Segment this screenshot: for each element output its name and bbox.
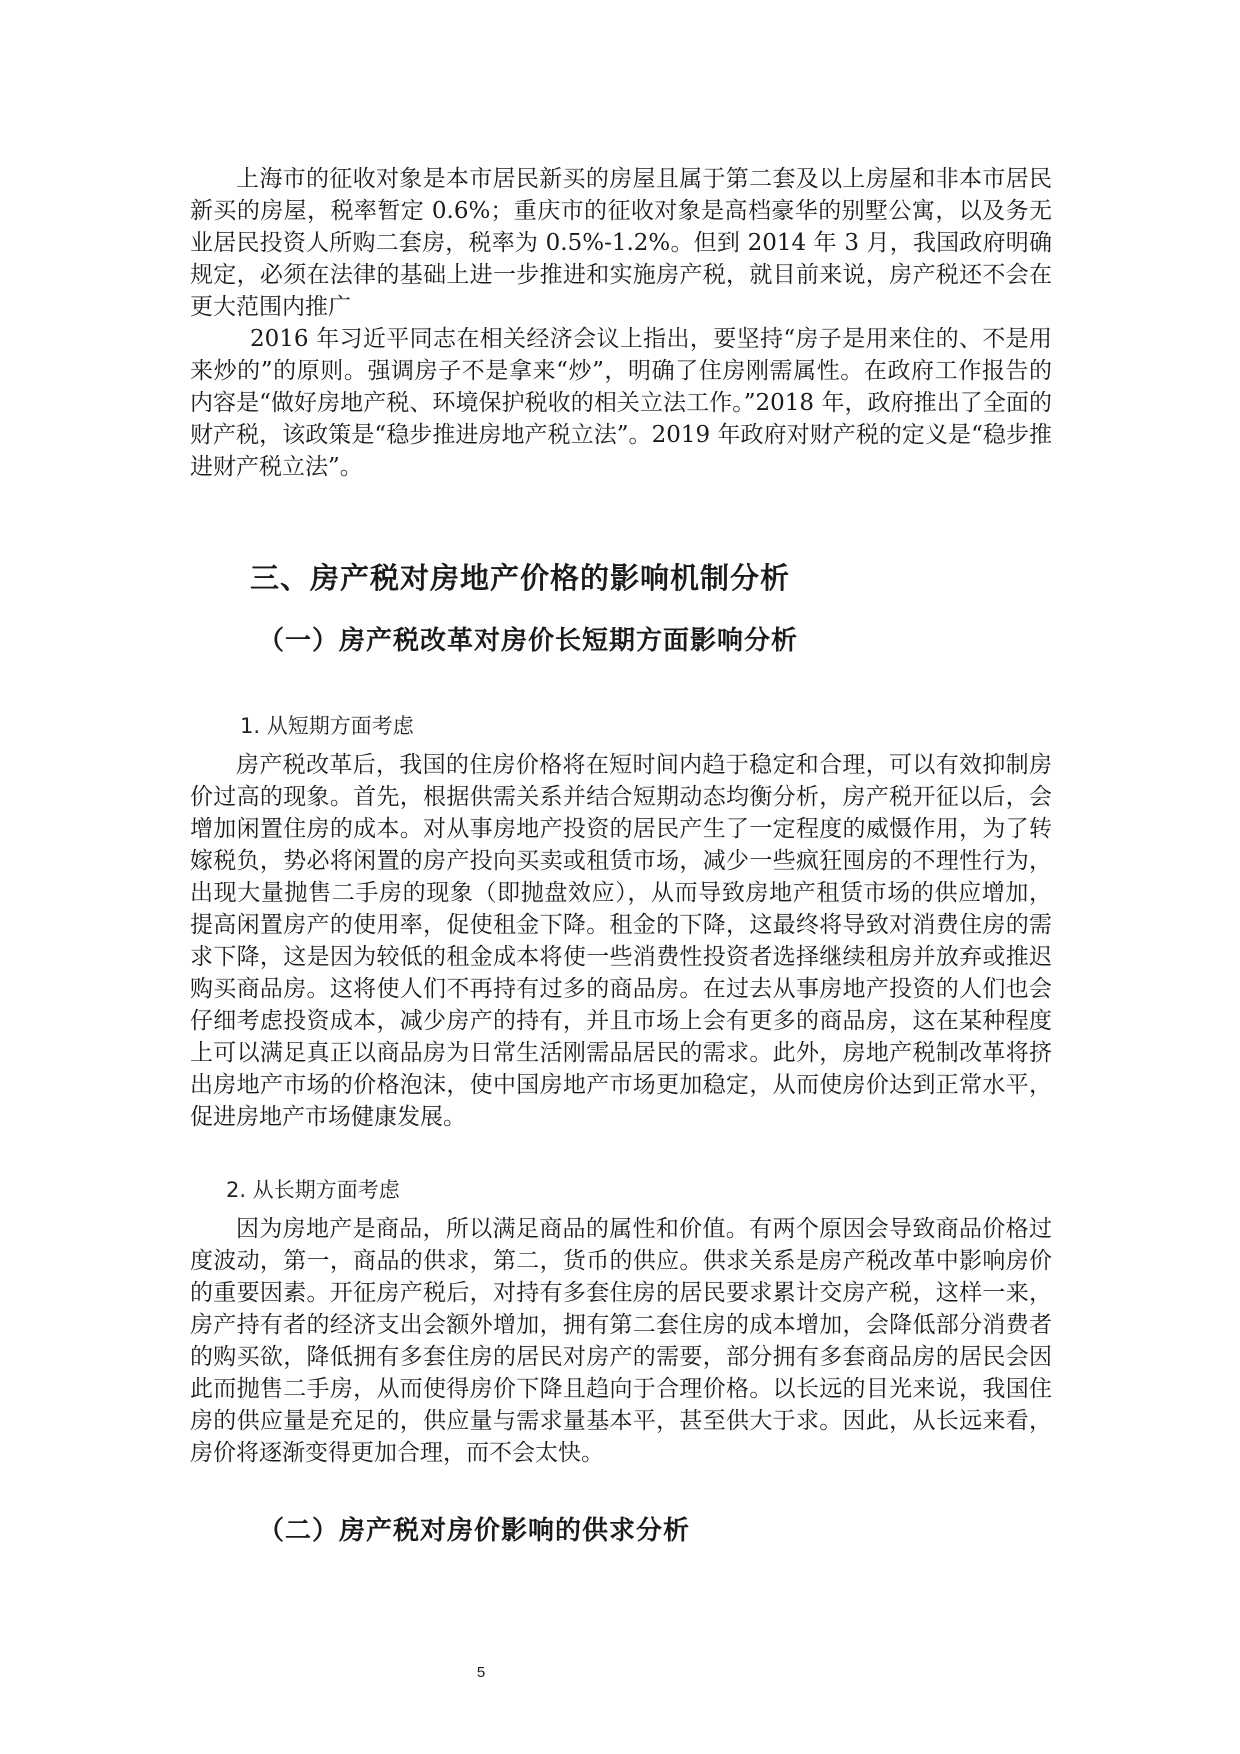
item-heading-long-term: 2. 从长期方面考虑 — [226, 1178, 400, 1202]
paragraph-long-term-analysis: 因为房地产是商品，所以满足商品的属性和价值。有两个原因会导致商品价格过度波动，第一，商品的供求，第二，货币的供应。供求关系是房产税改革中影响房价的重要因素。开征房产税后，对持有多套住房的居民要求累计交房产税，这样一来，房产持有者的经济支出会额外增加，拥有第二套住房的成本增加，会降低部分消费者的购买欲，降低拥有多套住房的居民对房产的需要，部分拥有多套商品房的居民会因此而抛售二手房，从而使得房价下降且趋向于合理价格。以长远的目光来说，我国住房的供应量是充足的，供应量与需求量基本平，甚至供大于求。因此，从长远来看，房价将逐渐变得更加合理，而不会太快。 — [190, 1216, 1052, 1466]
subsection-heading-2: （二）房产税对房价影响的供求分析 — [258, 1516, 691, 1546]
subsection-heading-1: （一）房产税改革对房价长短期方面影响分析 — [258, 626, 799, 656]
item-heading-short-term: 1. 从短期方面考虑 — [240, 714, 414, 738]
section-heading-3: 三、房产税对房地产价格的影响机制分析 — [250, 561, 791, 595]
page-number: 5 — [476, 1664, 486, 1681]
paragraph-policy-history: 2016 年习近平同志在相关经济会议上指出，要坚持“房子是用来住的、不是用来炒的”的原则。强调房子不是拿来“炒”，明确了住房刚需属性。在政府工作报告的内容是“做好房地产税、环境保护税收的相关立法工作。”2018 年，政府推出了全面的财产税，该政策是“稳步推进房地产税立法”。2019 年政府对财产税的定义是“稳步推进财产税立法”。 — [190, 326, 1052, 480]
paragraph-tax-pilot-cities: 上海市的征收对象是本市居民新买的房屋且属于第二套及以上房屋和非本市居民新买的房屋，税率暂定 0.6%；重庆市的征收对象是高档豪华的别墅公寓，以及务无业居民投资人所购二套房，税率为 0.5%-1.2%。但到 2014 年 3 月，我国政府明确规定，必须在法律的基础上进一步推进和实施房产税，就目前来说，房产税还不会在更大范围内推广 — [190, 166, 1052, 320]
paragraph-short-term-analysis: 房产税改革后，我国的住房价格将在短时间内趋于稳定和合理，可以有效抑制房价过高的现象。首先，根据供需关系并结合短期动态均衡分析，房产税开征以后，会增加闲置住房的成本。对从事房地产投资的居民产生了一定程度的威慑作用，为了转嫁税负，势必将闲置的房产投向买卖或租赁市场，减少一些疯狂囤房的不理性行为，出现大量抛售二手房的现象（即抛盘效应），从而导致房地产租赁市场的供应增加，提高闲置房产的使用率，促使租金下降。租金的下降，这最终将导致对消费住房的需求下降，这是因为较低的租金成本将使一些消费性投资者选择继续租房并放弃或推迟购买商品房。这将使人们不再持有过多的商品房。在过去从事房地产投资的人们也会仔细考虑投资成本，减少房产的持有，并且市场上会有更多的商品房，这在某种程度上可以满足真正以商品房为日常生活刚需品居民的需求。此外，房地产税制改革将挤出房地产市场的价格泡沫，使中国房地产市场更加稳定，从而使房价达到正常水平，促进房地产市场健康发展。 — [190, 752, 1052, 1130]
